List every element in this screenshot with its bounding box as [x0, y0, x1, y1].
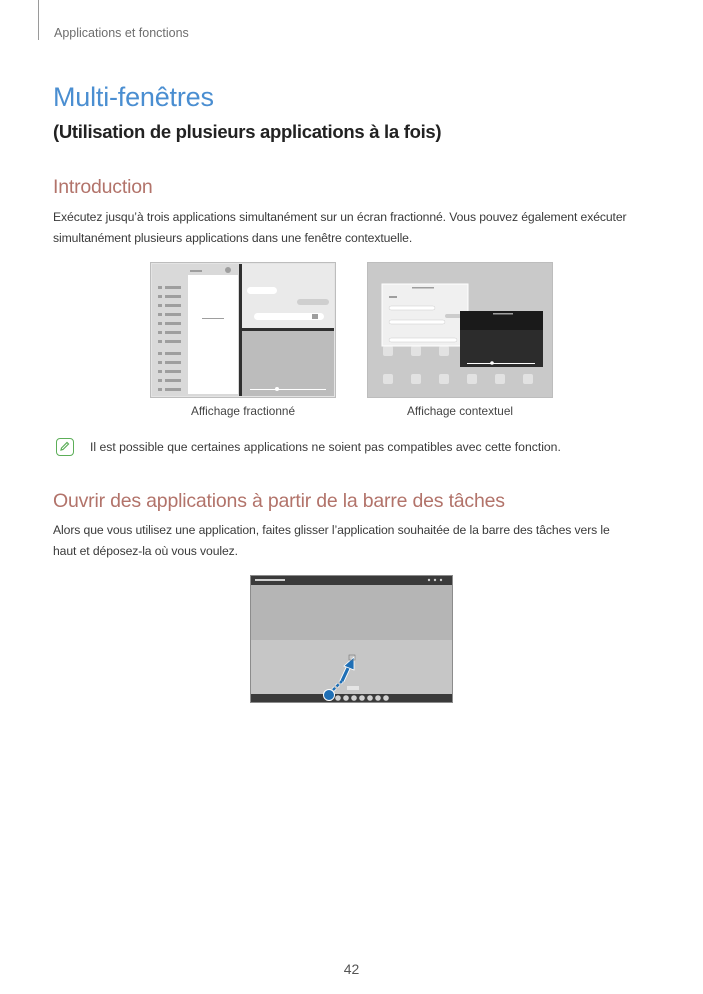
split-view-caption: Affichage fractionné	[190, 404, 296, 418]
introduction-heading: Introduction	[53, 176, 153, 198]
page-number: 42	[343, 961, 360, 977]
page-subtitle: (Utilisation de plusieurs applications à la fois)	[53, 121, 442, 142]
taskbar-section-heading: Ouvrir des applications à partir de la barre des tâches	[53, 490, 505, 512]
header-divider	[38, 0, 39, 40]
note-text: Il est possible que certaines applications ne soient pas compatibles avec cette fonction.	[90, 440, 561, 454]
note-pencil-icon	[56, 438, 74, 456]
introduction-line-1: Exécutez jusqu’à trois applications simultanément sur un écran fractionné. Vous pouvez également exécuter	[53, 210, 627, 224]
taskbar-line-2: haut et déposez-la où vous voulez.	[53, 544, 238, 558]
taskbar-line-1: Alors que vous utilisez une application, faites glisser l’application souhaitée de la barre des tâches vers le	[53, 523, 610, 537]
taskbar-drag-illustration	[250, 575, 453, 703]
taskbar-section-text	[53, 520, 653, 562]
popup-view-illustration	[367, 262, 553, 398]
split-view-illustration	[150, 262, 336, 398]
page-title: Multi-fenêtres	[53, 82, 214, 112]
section-header: Applications et fonctions	[54, 26, 189, 40]
popup-view-caption: Affichage contextuel	[406, 404, 514, 418]
introduction-text	[53, 207, 653, 249]
introduction-line-2: simultanément plusieurs applications dans une fenêtre contextuelle.	[53, 231, 413, 245]
